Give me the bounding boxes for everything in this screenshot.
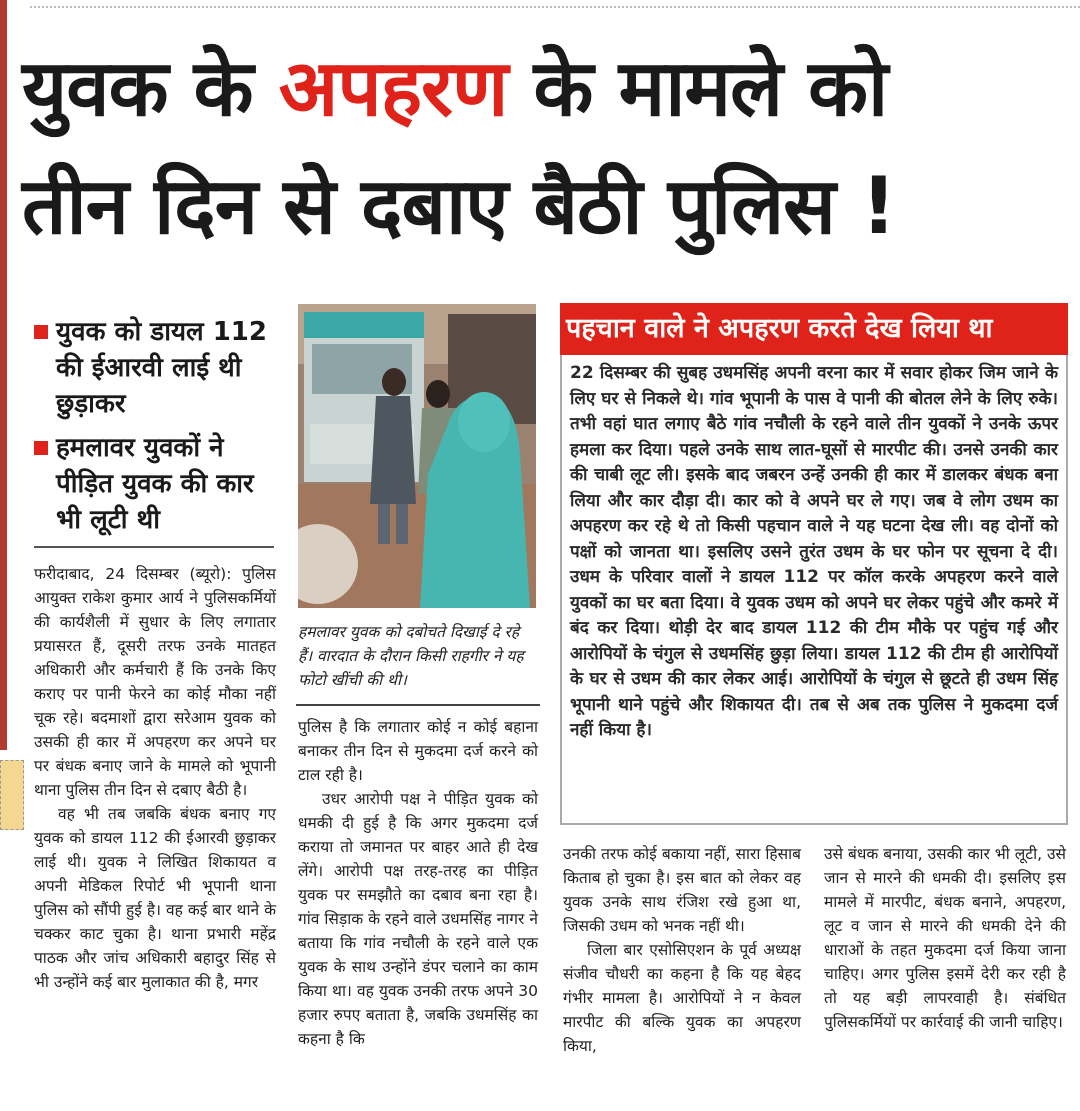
highlight-text: हमलावर युवकों ने पीड़ित युवक की कार भी लूटी थी bbox=[56, 433, 254, 535]
highlight-item bbox=[34, 430, 274, 538]
photo-caption: हमलावर युवक को दबोचते दिखाई दे रहे हैं। वारदात के दौरान किसी राहगीर ने यह फोटो खींची की थी। bbox=[298, 623, 524, 689]
highlight-text: युवक को डायल 112 की ईआरवी लाई थी छुड़ाकर bbox=[56, 317, 267, 419]
paragraph: उधर आरोपी पक्ष ने पीड़ित युवक को धमकी दी हुई है कि अगर मुकदमा दर्ज कराया तो जमानत पर बाहर आते ही देख लेंगे। आरोपी पक्ष तरह-तरह का पीड़ित युवक पर समझौते का दबाव बना रहा है। गांव सिड़ाक के रहने वाले उधमसिंह नागर ने बताया कि गांव नचौली के रहने वाले एक युवक के साथ उन्होंने डंपर चलाने का काम किया था। वह युवक उनकी तरफ अपने 30 हजार रुपए बताता है, जबकि उधमसिंह का कहना है कि bbox=[298, 790, 538, 1048]
article-column-1 bbox=[34, 562, 276, 994]
article-column-2 bbox=[298, 715, 538, 1051]
paragraph: उनकी तरफ कोई बकाया नहीं, सारा हिसाब किताब हो चुका है। इस बात को लेकर वह युवक उनके साथ रंजिश रखे हुआ था, जिसकी उधम को भनक नहीं थी। bbox=[563, 845, 801, 935]
adjacent-article-box bbox=[0, 760, 24, 830]
paragraph: जिला बार एसोसिएशन के पूर्व अध्यक्ष संजीव चौधरी का कहना है कि यह बेहद गंभीर मामला है। आरोपियों ने न केवल मारपीट की बल्कि युवक का अपहरण किया, bbox=[563, 941, 801, 1055]
paragraph: वह भी तब जबकि बंधक बनाए गए युवक को डायल 112 की ईआरवी छुड़ाकर लाई थी। युवक ने लिखित शिकायत व अपनी मेडिकल रिपोर्ट भी भूपानी थाना पुलिस को सौंपी हुई है। वह कई बार थाने के चक्कर काट चुका है। थाना प्रभारी महेंद्र पाठक और जांच अधिकारी बहादुर सिंह से भी उन्होंने कई बार मुलाकात की है, मगर bbox=[34, 805, 276, 991]
highlights bbox=[34, 314, 274, 546]
news-photo bbox=[298, 304, 536, 608]
sidebar-box bbox=[560, 303, 1068, 827]
news-photo-image bbox=[298, 304, 536, 608]
paragraph: फरीदाबाद, 24 दिसम्बर (ब्यूरो): पुलिस आयुक्त राकेश कुमार आर्य ने पुलिसकर्मियों की कार्यशैली में सुधार के लिए लगातार प्रयासरत हैं, दूसरी तरफ उनके मातहत अधिकारी और कर्मचारी हैं कि उनके किए कराए पर पानी फेरने का कोई मौका नहीं चूक रहे। बदमाशों द्वारा सरेआम युवक को उसकी ही कार में अपहरण कर अपने घर पर बंधक बनाए जाने के मामले को भूपानी थाना पुलिस तीन दिन से दबाए बैठी है। bbox=[34, 565, 276, 799]
headline-line-2: तीन दिन से दबाए बैठी पुलिस ! bbox=[22, 162, 896, 252]
headline bbox=[22, 30, 1072, 266]
sidebar-text: 22 दिसम्बर की सुबह उधमसिंह अपनी वरना कार में सवार होकर जिम जाने के लिए घर से निकले थे। गांव भूपानी के पास वे पानी की बोतल लेने के लिए रुके। तभी वहां घात लगाए बैठे गांव नचौली के रहने वाले तीन युवकों ने उनके ऊपर हमला कर दिया। पहले उनके साथ लात-घूसों से मारपीट की। उनसे उनकी कार की चाबी लूट ली। इसके बाद जबरन उन्हें उनकी ही कार में डालकर बंधक बना लिया और कार दौड़ा दी। कार को वे अपने घर ले गए। जब वे लोग उधम का अपहरण कर रहे थे तो किसी पहचान वाले ने यह घटना देख ली। वह दोनों को पक्षों को जानता था। इसलिए उसने तुरंत उधम के घर फोन पर सूचना दे दी। उधम के परिवार वालों ने डायल 112 पर कॉल करके अपहरण करने वाले युवकों का घर बता दिया। वे युवक उधम को अपने घर लेकर पहुंचे और कमरे में बंद कर दिया। थोड़ी देर बाद डायल 112 की टीम मौके पर पहुंच गई और आरोपियों के चंगुल से उधमसिंह छुड़ा लिया। डायल 112 की टीम ही आरोपियों के घर से उधम की कार लेकर आई। आरोपियों के चंगुल से छूटते ही उधम सिंह भूपानी थाने पहुंचे और शिकायत दी। तब से अब तक पुलिस ने मुकदमा दर्ज नहीं किया है। bbox=[560, 355, 1068, 825]
left-margin-rule bbox=[0, 0, 7, 750]
top-border bbox=[30, 6, 1080, 8]
bullet-square-icon bbox=[34, 441, 48, 455]
headline-highlight: अपहरण bbox=[278, 44, 508, 134]
headline-line-1 bbox=[22, 30, 1072, 148]
article-column-4 bbox=[824, 842, 1066, 1034]
paragraph: उसे बंधक बनाया, उसकी कार भी लूटी, उसे जान से मारने की धमकी दी। इसलिए इस मामले में मारपीट, बंधक बनाने, अपहरण, लूट व जान से मारने की धमकी देने की धाराओं के तहत मुकदमा दर्ज किया जाना चाहिए। अगर पुलिस इसमें देरी कर रही है तो यह बड़ी लापरवाही है। संबंधित पुलिसकर्मियों पर कार्रवाई की जानी चाहिए। bbox=[824, 845, 1066, 1031]
sidebar-title: पहचान वाले ने अपहरण करते देख लिया था bbox=[560, 303, 1068, 355]
bullet-square-icon bbox=[34, 325, 48, 339]
divider bbox=[296, 704, 540, 706]
headline-text: के मामले को bbox=[507, 44, 888, 134]
paragraph: पुलिस है कि लगातार कोई न कोई बहाना बनाकर तीन दिन से मुकदमा दर्ज करने को टाल रही है। bbox=[298, 718, 538, 784]
highlight-item bbox=[34, 314, 274, 422]
divider bbox=[34, 546, 274, 548]
headline-text: युवक के bbox=[22, 44, 279, 134]
article-column-3 bbox=[563, 842, 801, 1058]
